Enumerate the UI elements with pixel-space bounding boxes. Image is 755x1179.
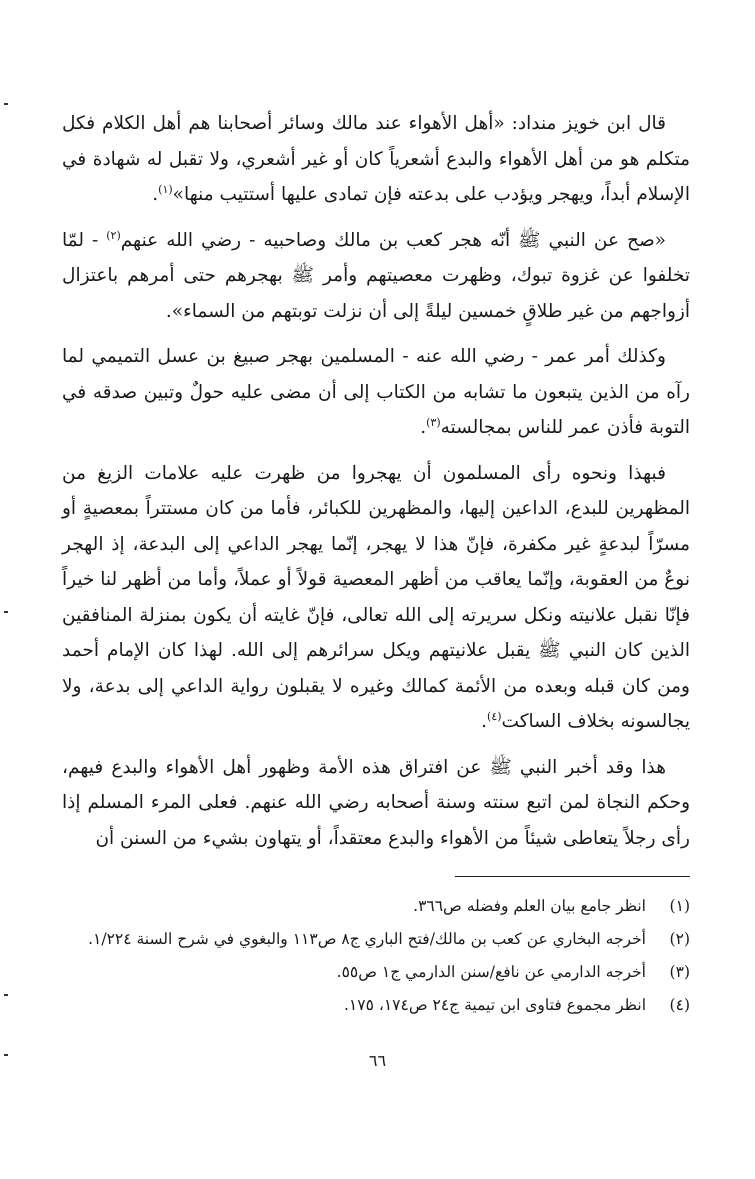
text-run: . (420, 417, 427, 438)
footnote-text: انظر جامع بيان العلم وفضله ص٣٦٦. (413, 897, 646, 915)
text-run: فبهذا ونحوه رأى المسلمون أن يهجروا من ظهرت عليه علامات الزيغ من المظهرين للبدع، الداعين إليها، والمظهرين للكبائر، فأما من كان مستتراً بمعصيةٍ أو مسرّاً لبدعةٍ غير مكفرة، فإنّ هذا لا يهجر، إنّما يهجر الداعي إلى البدعة، إذ الهجر نوعٌ من العقوبة، وإنّما يعاقب من أظهر المعصية قولاً أو عملاً، وأما من أظهر لنا خيراً فإنّا نقبل علانيته ونكل سريرته إلى الله تعالى، فإنّ غايته أن يكون بمنزلة المنافقين الذين كان النبي ﷺ يقبل علانيتهم ويكل سرائرهم إلى الله. لهذا كان الإمام أحمد ومن كان قبله وبعده من الأئمة كمالك وغيره لا يقبلون رواية الداعي إلى بدعة، ولا يجالسونه بخلاف الساكت (62, 462, 690, 732)
text-run: هذا وقد أخبر النبي ﷺ عن افتراق هذه الأمة وظهور أهل الأهواء والبدع فيهم، وحكم النجاة لمن اتبع سنته وسنة أصحابه رضي الله عنهم. فعلى المرء المسلم إذا رأى رجلاً يتعاطى شيئاً من الأهواء والبدع معتقداً، أو يتهاون بشيء من السنن أن (62, 756, 690, 849)
scan-margin-mark (4, 994, 8, 996)
footnote-reference: (٢) (106, 228, 121, 242)
paragraph (62, 750, 690, 857)
paragraph (62, 456, 690, 740)
footnote-number: (٤) (669, 996, 690, 1014)
paragraph (62, 106, 690, 213)
footnote (62, 989, 690, 1022)
scan-margin-mark (4, 611, 8, 613)
footnote (62, 923, 690, 956)
footnote-number: (٣) (669, 963, 690, 981)
text-run: - لمّا تخلفوا عن غزوة تبوك، وظهرت معصيتهم وأمر ﷺ بهجرهم حتى أمرهم باعتزال أزواجهم من غير طلاقٍ خمسين ليلةً إلى أن نزلت توبتهم من السماء». (62, 229, 690, 322)
footnote-number: (١) (669, 897, 690, 915)
footnote-text: أخرجه الدارمي عن نافع/سنن الدارمي ج١ ص٥٥. (336, 963, 646, 981)
footnote-separator (455, 876, 690, 877)
page-number: ٦٦ (368, 1051, 387, 1070)
text-run: . (152, 184, 159, 205)
footnote (62, 956, 690, 989)
footnote-reference: (٤) (487, 709, 502, 723)
text-run: . (481, 711, 488, 732)
footnote-text: انظر مجموع فتاوى ابن تيمية ج٢٤ ص١٧٤، ١٧٥. (343, 996, 646, 1014)
footnotes (62, 890, 690, 1022)
footnote-text: أخرجه البخاري عن كعب بن مالك/فتح الباري ج٨ ص١١٣ والبغوي في شرح السنة ١/٢٢٤. (88, 930, 646, 948)
text-run: وكذلك أمر عمر - رضي الله عنه - المسلمين بهجر صبيغ بن عسل التميمي لما رآه من الذين يتبعون ما تشابه من الكتاب إلى أن مضى عليه حولٌ وتبين صدقه في التوبة فأذن عمر للناس بمجالسته (62, 346, 690, 438)
footnote-reference: (٣) (426, 415, 441, 429)
text-run: «صح عن النبي ﷺ أنّه هجر كعب بن مالك وصاحبيه - رضي الله عنهم (120, 229, 666, 251)
text-run: قال ابن خويز منداد: «أهل الأهواء عند مالك وسائر أصحابنا هم أهل الكلام فكل متكلم هو من أهل الأهواء والبدع أشعرياً كان أو غير أشعري، ولا تقبل له شهادة في الإسلام أبداً، ويهجر ويؤدب على بدعته فإن تمادى عليها أستتيب منها» (62, 113, 690, 205)
footnote (62, 890, 690, 923)
paragraph (62, 339, 690, 446)
scan-margin-mark (4, 1054, 8, 1056)
paragraph (62, 223, 690, 330)
footnote-number: (٢) (669, 930, 690, 948)
main-text (62, 106, 690, 866)
scan-margin-mark (4, 103, 8, 105)
footnote-reference: (١) (158, 182, 173, 196)
